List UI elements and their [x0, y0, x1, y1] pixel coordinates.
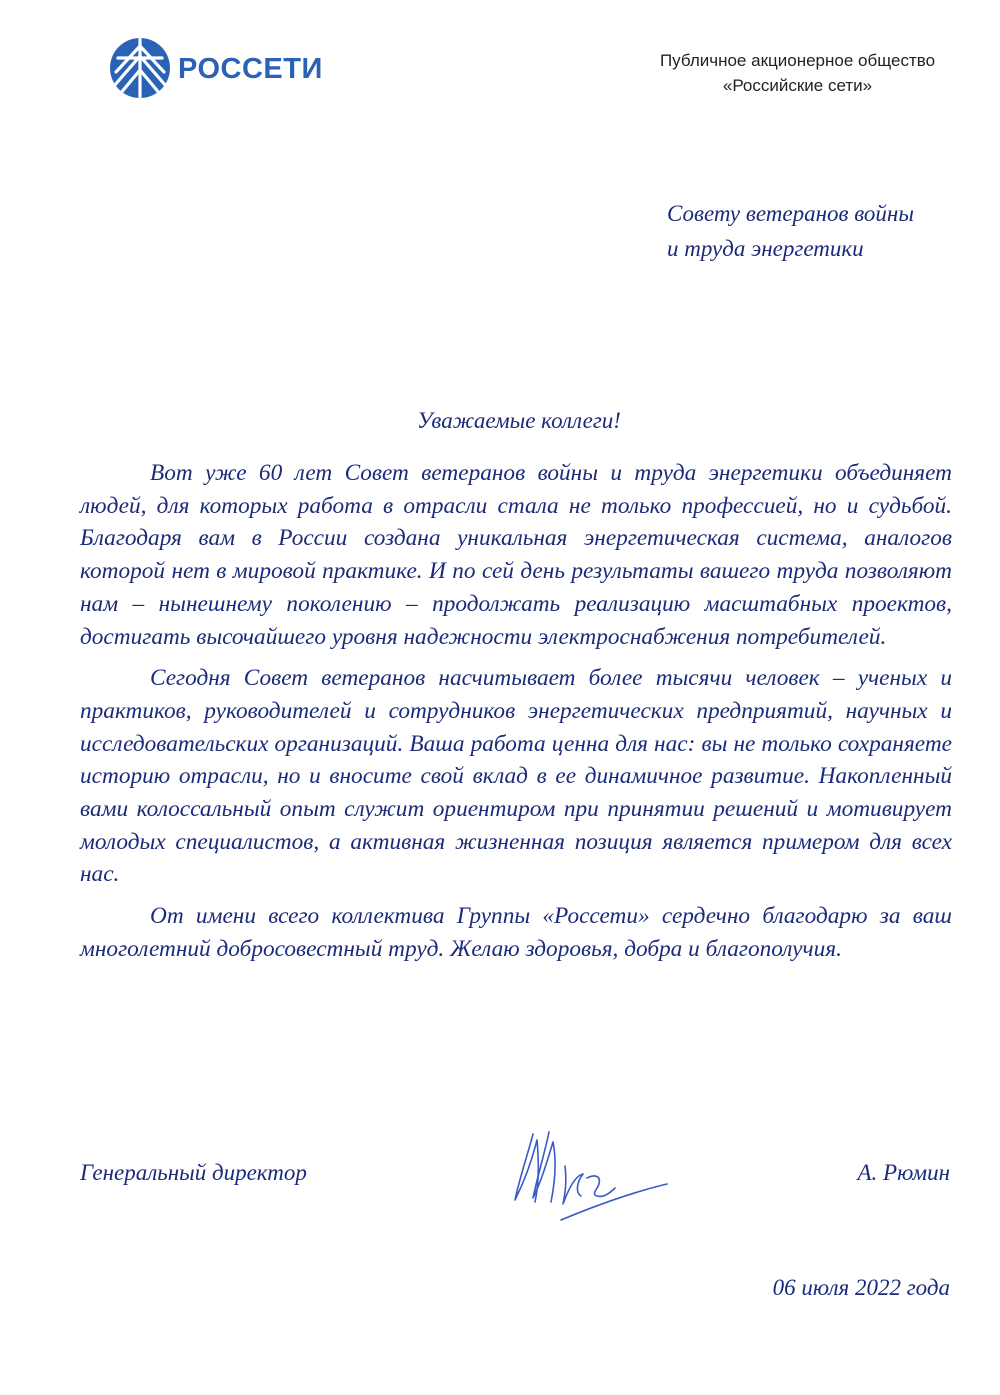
letter-body	[80, 457, 952, 966]
letter-date: 06 июля 2022 года	[772, 1275, 950, 1300]
company-logo	[108, 36, 323, 100]
company-name	[620, 48, 975, 98]
salutation: Уважаемые коллеги!	[417, 408, 621, 433]
body-paragraph-1: Вот уже 60 лет Совет ветеранов войны и труда энергетики объединяет людей, для которых работа в отрасли стала не только профессией, но и судьбой. Благодаря вам в России создана уникальная энергетическая система, аналогов которой нет в мировой практике. И по сей день результаты вашего труда позволяют нам – нынешнему поколению – продолжать реализацию масштабных проектов, достигать высочайшего уровня надежности электроснабжения потребителей.	[80, 460, 952, 650]
signer-name: А. Рюмин	[857, 1160, 950, 1185]
addressee-line-1: Совету ветеранов войны	[667, 201, 914, 226]
signer-position: Генеральный директор	[80, 1160, 307, 1185]
body-paragraph-3: От имени всего коллектива Группы «Россети» сердечно благодарю за ваш многолетний добросовестный труд. Желаю здоровья, добра и благополучия.	[80, 903, 952, 962]
company-line-1: Публичное акционерное общество	[659, 51, 936, 70]
addressee-block	[667, 196, 987, 266]
addressee-line-2: и труда энергетики	[667, 236, 864, 261]
rosseti-emblem-icon	[108, 36, 172, 100]
handwritten-signature	[505, 1122, 675, 1222]
company-line-2: «Российские сети»	[722, 76, 873, 95]
body-paragraph-2: Сегодня Совет ветеранов насчитывает более тысячи человек – ученых и практиков, руководителей и сотрудников энергетических предприятий, научных и исследовательских организаций. Ваша работа ценна для нас: вы не только сохраняете историю отрасли, но и вносите свой вклад в ее динамичное развитие. Накопленный вами колоссальный опыт служит ориентиром при принятии решений и мотивирует молодых специалистов, а активная жизненная позиция является примером для всех нас.	[80, 665, 952, 888]
logo-wordmark: РОССЕТИ	[178, 53, 323, 85]
